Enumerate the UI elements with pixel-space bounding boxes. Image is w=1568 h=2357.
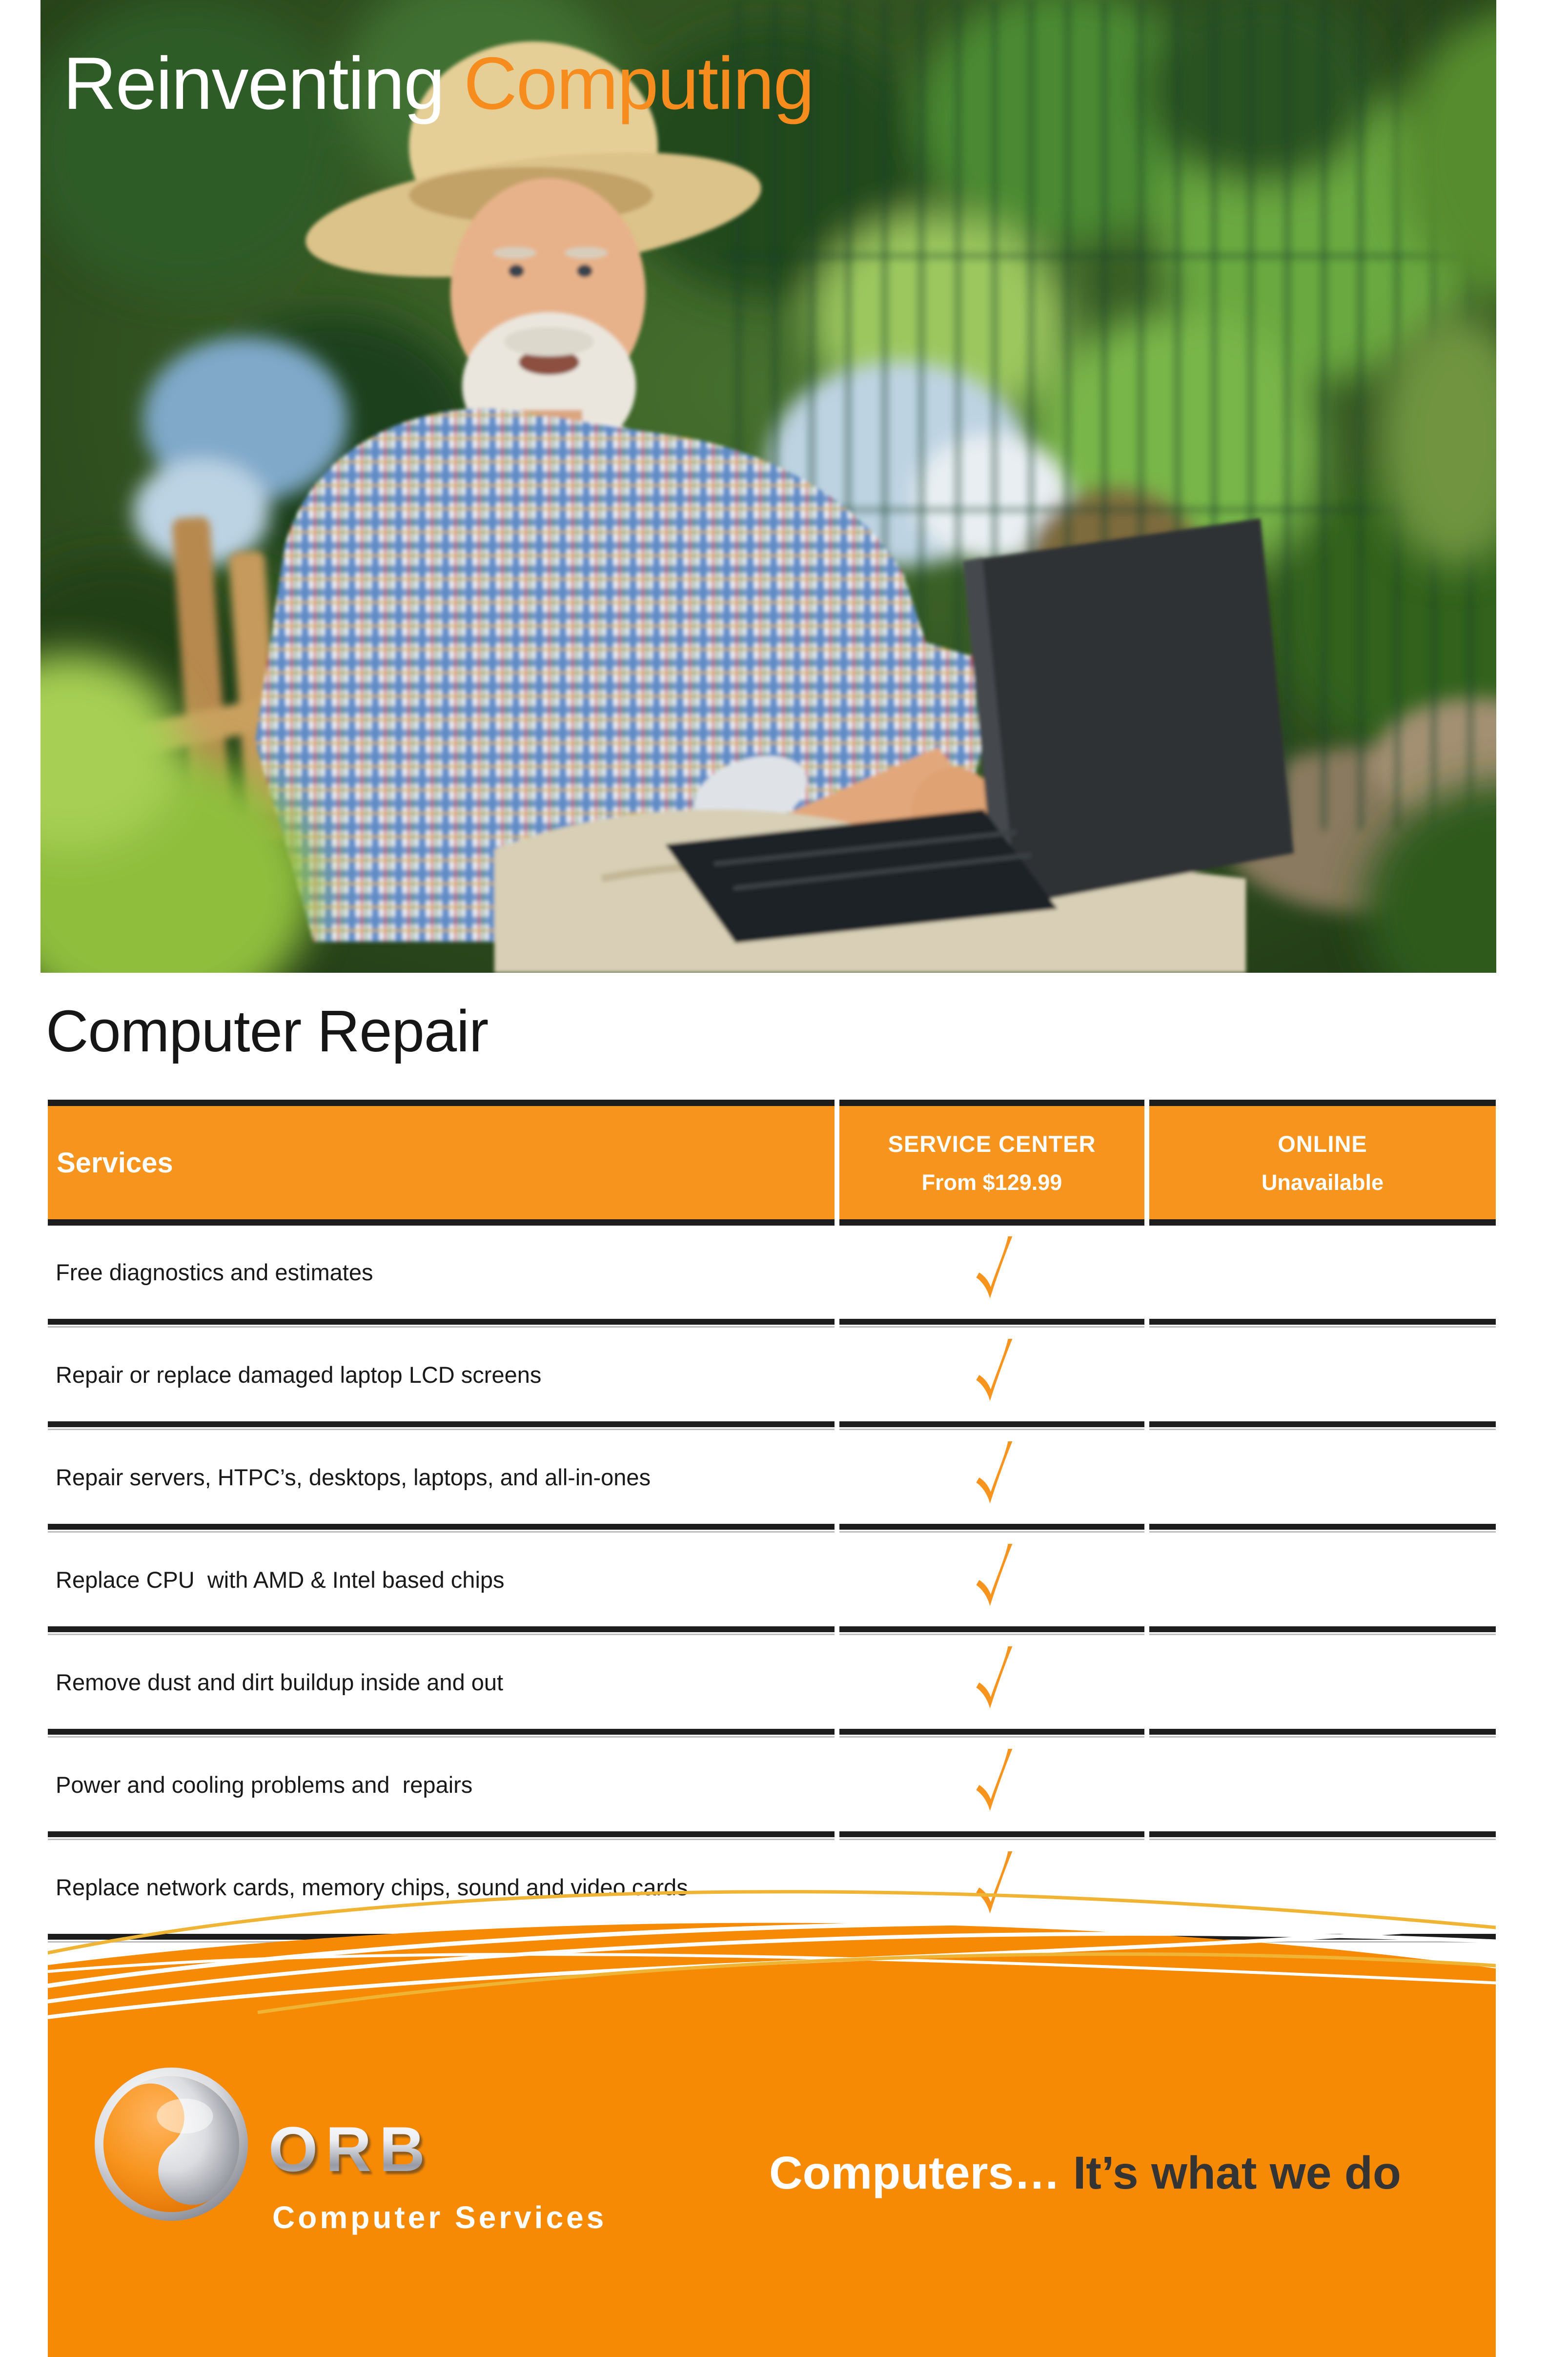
check-icon — [966, 1339, 1018, 1411]
online-cell — [1149, 1226, 1496, 1319]
services-table — [48, 1100, 1496, 1943]
header-online — [1149, 1106, 1496, 1219]
table-row — [48, 1533, 1496, 1626]
online-cell — [1149, 1328, 1496, 1421]
service-name: Repair servers, HTPC’s, desktops, laptops, and all-in-ones — [56, 1464, 651, 1490]
table-row — [48, 1636, 1496, 1729]
table-row — [48, 1226, 1496, 1319]
service-center-cell — [839, 1328, 1144, 1421]
check-icon — [966, 1441, 1018, 1514]
orb-logo-subtitle: Computer Services — [272, 2200, 607, 2235]
page-title: Computer Repair — [46, 998, 489, 1064]
tagline-white: Computers… — [769, 2147, 1073, 2199]
row-separator — [48, 1319, 1496, 1328]
header-service-center-title: SERVICE CENTER — [888, 1130, 1096, 1157]
table-row — [48, 1431, 1496, 1524]
garden-photo-illustration — [41, 0, 1496, 973]
header-service-center-price: From $129.99 — [921, 1169, 1062, 1195]
table-row — [48, 1738, 1496, 1831]
online-cell — [1149, 1636, 1496, 1729]
service-center-cell — [839, 1226, 1144, 1319]
footer-swoosh-graphic — [48, 1883, 1496, 2357]
service-center-cell — [839, 1431, 1144, 1524]
row-separator — [48, 1729, 1496, 1738]
check-icon — [966, 1749, 1018, 1821]
check-icon — [966, 1544, 1018, 1616]
table-row — [48, 1328, 1496, 1421]
service-name: Replace CPU with AMD & Intel based chips — [56, 1567, 505, 1593]
service-center-cell — [839, 1636, 1144, 1729]
row-separator — [48, 1421, 1496, 1431]
header-service-center — [839, 1106, 1144, 1219]
footer-tagline — [769, 2147, 1401, 2200]
online-cell — [1149, 1533, 1496, 1626]
check-icon — [966, 1236, 1018, 1309]
header-services: Services — [48, 1106, 835, 1219]
hero-title-white: Reinventing — [63, 42, 464, 125]
row-separator — [48, 1831, 1496, 1841]
service-name: Replace network cards, memory chips, sound and video cards — [56, 1874, 688, 1900]
online-cell — [1149, 1738, 1496, 1831]
service-center-cell — [839, 1533, 1144, 1626]
service-name: Remove dust and dirt buildup inside and out — [56, 1669, 504, 1695]
service-name: Free diagnostics and estimates — [56, 1259, 373, 1285]
header-online-status: Unavailable — [1261, 1169, 1384, 1195]
online-cell — [1149, 1431, 1496, 1524]
row-separator — [48, 1626, 1496, 1636]
row-separator — [48, 1524, 1496, 1533]
orb-logo-text: ORB — [268, 2113, 433, 2185]
orb-logo — [94, 2065, 249, 2224]
tagline-dark: It’s what we do — [1073, 2147, 1401, 2199]
service-name: Power and cooling problems and repairs — [56, 1772, 473, 1798]
table-top-border — [48, 1100, 1496, 1106]
hero-photo — [41, 0, 1496, 973]
orb-sphere-icon — [94, 2065, 249, 2224]
header-online-title: ONLINE — [1278, 1130, 1367, 1157]
service-name: Repair or replace damaged laptop LCD screens — [56, 1362, 542, 1388]
table-header-row — [48, 1106, 1496, 1219]
hero-title-orange: Computing — [463, 42, 814, 125]
check-icon — [966, 1646, 1018, 1719]
service-center-cell — [839, 1738, 1144, 1831]
table-header-bottom-border — [48, 1219, 1496, 1226]
hero-title — [63, 41, 814, 126]
footer — [48, 1883, 1496, 2357]
